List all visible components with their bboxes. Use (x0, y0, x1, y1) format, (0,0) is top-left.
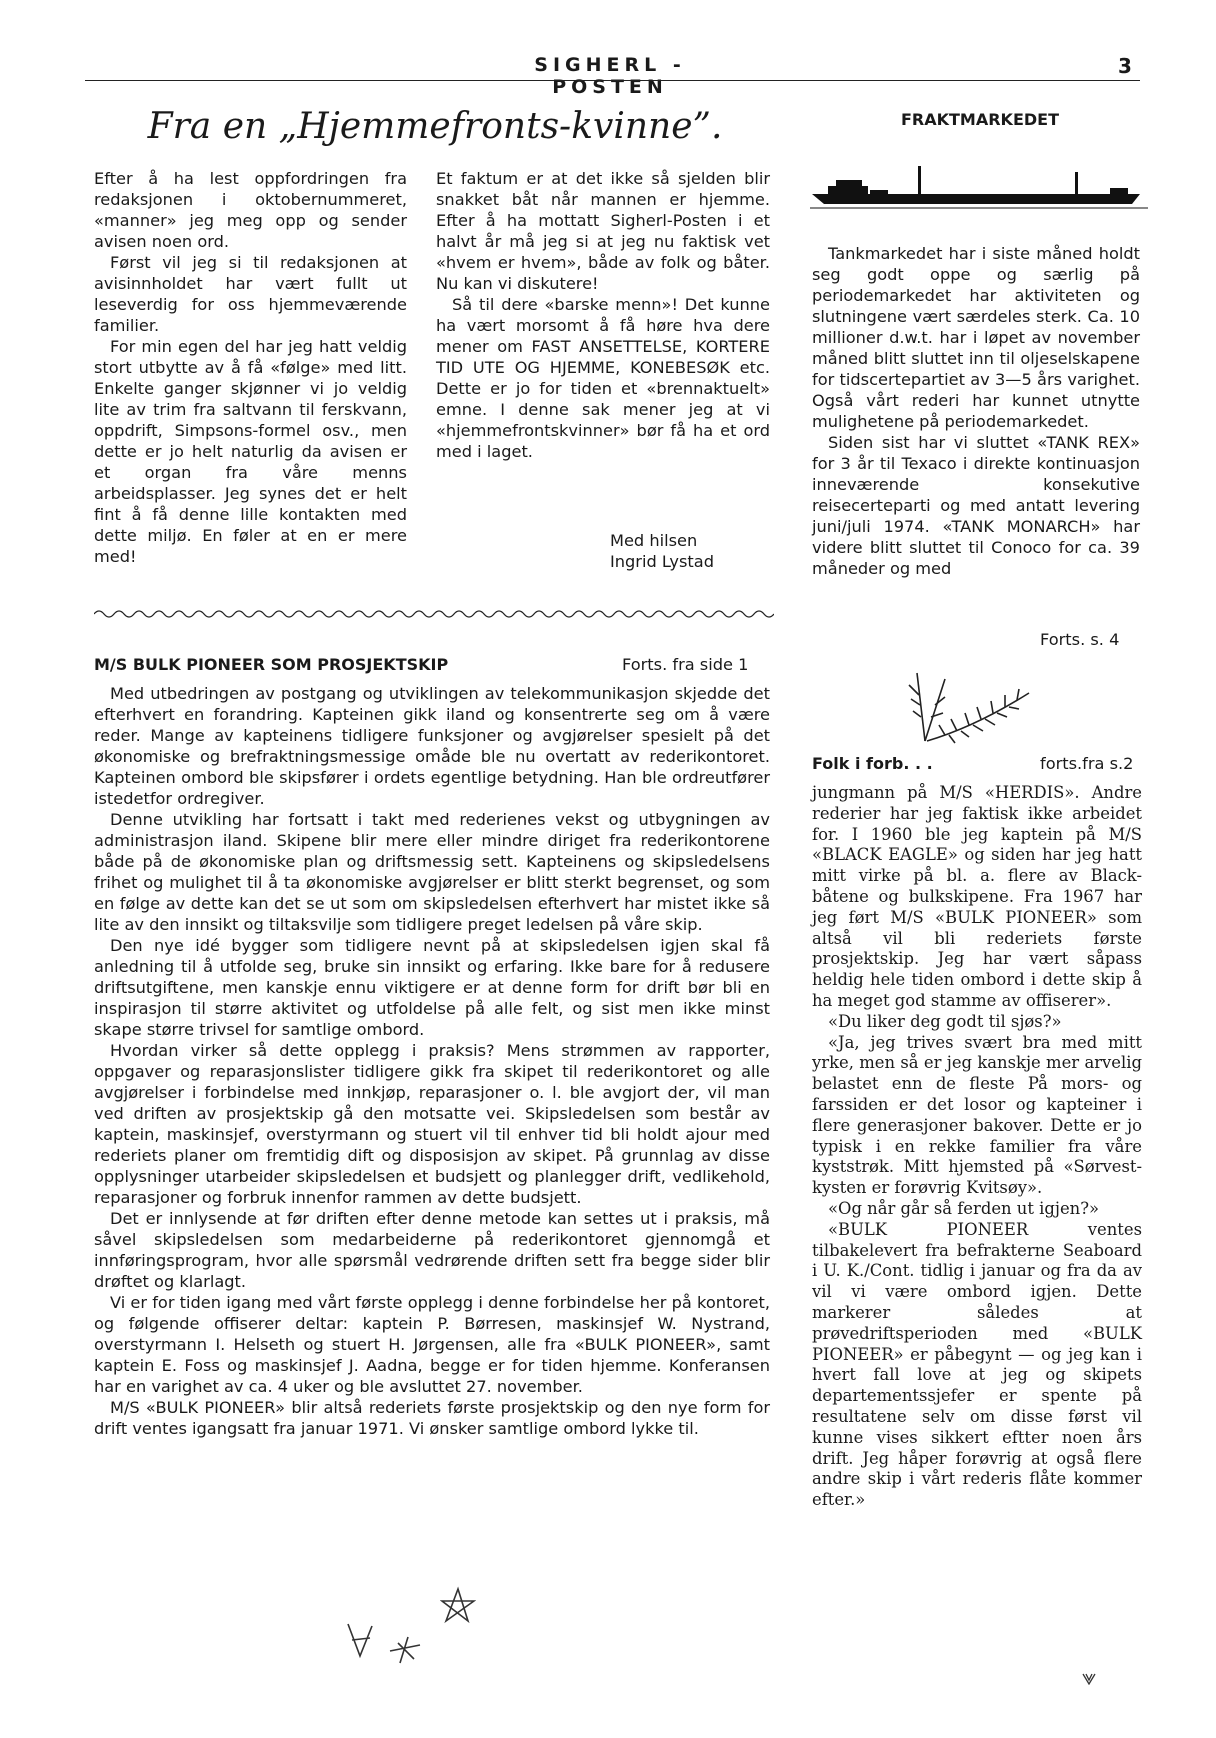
signoff (610, 530, 714, 572)
masthead-title: SIGHERL - POSTEN (534, 54, 686, 98)
paragraph: jungmann på M/S «HERDIS». Andre rederier har jeg faktisk ikke arbeidet for. I 1960 ble jeg kaptein på M/S «BLACK EAGLE» og siden har jeg hatt mitt virke på bl. a. flere av Black-båtene og bulkskipene. Fra 1967 har jeg ført M/S «BULK PIONEER» som altså vil bli rederiets første prosjektskip. Jeg har vært såpass heldig hele tiden ombord i dette skip å ha meget god stamme av offiserer». (812, 783, 1142, 1010)
paragraph: Så til dere «barske menn»! Det kunne ha vært morsomt å få høre hva dere mener om FAST ANSETTELSE, KORTERE TID UTE OG HJEMME, KONEBESØK etc. Dette er jo for tiden et «brennaktuelt» emne. I denne sak mener jeg at vi «hjemmefrontskvinner» bør få ha et ord med i laget. (436, 295, 770, 461)
signoff-author: Ingrid Lystad (610, 552, 714, 571)
article-column-2 (436, 168, 770, 462)
folk-title: Folk i forb. . . (812, 754, 933, 773)
star-doodle-icon (388, 1635, 422, 1665)
paragraph: Den nye idé bygger som tidligere nevnt på at skipsledelsen igjen skal få anledning til å utfolde seg, bruke sin innsikt og erfaring. Ikke bare for å redusere driftsutgiftene, men kanskje ennu viktigere er at denne form for drift bør bli en inspirasjon til større aktivitet og utfoldelse på alle felt, og sist men ikke minst skape større trivsel for samtlige ombord. (94, 936, 770, 1039)
paragraph: For min egen del har jeg hatt veldig stort utbytte av å få «følge» med litt. Enkelte ganger skjønner vi jo veldig lite av trim fra saltvann til ferskvann, oppdrift, Simpsons-formel osv., men dette er jo helt naturlig da avisen er et organ fra våre menns arbeidsplasser. Jeg synes det er helt fint å få denne lille kontakten med dette miljø. En føler at en er mere med! (94, 337, 407, 566)
wave-divider (94, 607, 774, 621)
fir-sprig-icon (905, 665, 1035, 745)
paragraph: Tankmarkedet har i siste måned holdt seg godt oppe og særlig på periodemarkedet har aktiviteten og slutningene vært særdeles sterk. Ca. 10 millioner d.w.t. har i løpet av november måned blitt sluttet inn til oljeselskapene for tidscertepartiet av 3—5 års varighet. Også vårt rederi har kunnet utnytte mulighetene på periodemarkedet. (812, 244, 1140, 431)
end-mark-icon (1082, 1673, 1096, 1685)
ship-illustration (810, 160, 1150, 210)
paragraph: Først vil jeg si til redaksjonen at avisinnholdet har vært fullt ut leseverdig for oss hjemmeværende familier. (94, 253, 407, 335)
paragraph: Siden sist har vi sluttet «TANK REX» for 3 år til Texaco i direkte kontinuasjon inneværende konsekutive reisecerteparti og med antatt levering juni/juli 1974. «TANK MONARCH» har videre blitt sluttet til Conoco for ca. 39 måneder og med (812, 433, 1140, 578)
continued-note: Forts. s. 4 (1040, 630, 1120, 649)
continued-note: Forts. fra side 1 (622, 655, 749, 674)
fraktmarkedet-title: FRAKTMARKEDET (900, 110, 1060, 129)
paragraph: Hvordan virker så dette opplegg i praksis? Mens strømmen av rapporter, oppgaver og reparasjonslister tidligere gikk fra skipet til rederikontoret og alle avgjørelser i forbindelse med innkjøp, reparasjoner o. l. ble avgjort der, vil man ved driften av prosjektskip gå den motsatte vei. Skipsledelsen som består av kaptein, maskinsjef, overstyrmann og stuert vil til enhver tid bli holdt ajour med rederiets planer om fremtidig dift og disposisjon av skipet. På grunnlag av disse opplysninger utarbeider skipsledelsen et budsjett og planlegger drift, vedlikehold, reparasjoner og forbruk innenfor rammen av dette budsjett. (94, 1041, 770, 1207)
continued-note: forts.fra s.2 (1040, 754, 1134, 773)
paragraph: «Og når går så ferden ut igjen?» (828, 1198, 1100, 1218)
article-title: Fra en „Hjemmefronts-kvinne”. (147, 106, 723, 147)
fraktmarkedet-body (812, 243, 1140, 579)
paragraph: «Du liker deg godt til sjøs?» (828, 1011, 1062, 1031)
article-column-1 (94, 168, 407, 567)
header-rule (85, 80, 1140, 81)
page-number: 3 (1118, 54, 1132, 78)
paragraph: «BULK PIONEER ventes tilbakelevert fra befrakterne Seaboard i U. K./Cont. tidlig i januar og fra da av vil vi være ombord igjen. Dette markerer således at prøvedriftsperioden med «BULK PIONEER» er påbegynt — og jeg kan i hvert fall love at jeg og skipets departementssjefer er spente på resultatene selv om disse først vil kunne vises sikkert eftter noen års drift. Jeg håper forøvrig at også flere andre skip i vårt rederis flåte kommer efter.» (812, 1219, 1142, 1510)
paragraph: Et faktum er at det ikke så sjelden blir snakket båt når mannen er hjemme. Efter å ha mottatt Sigherl-Posten i et halvt år må jeg si at jeg nu faktisk vet «hvem er hvem», både av folk og båter. Nu kan vi diskutere! (436, 169, 770, 293)
section-title: M/S BULK PIONEER SOM PROSJEKTSKIP (94, 655, 449, 674)
paragraph: Med utbedringen av postgang og utviklingen av telekommunikasjon skjedde det efterhvert en forandring. Kapteinen gikk iland og konsentrerte seg om å være reder. Mange av kapteinens tidligere funksjoner og avgjørelser spesielt på det økonomiske og brefraktningsmessige omåde ble nu overtatt av rederikontoret. Kapteinen ombord ble skipsfører i ordets egentlige betydning. Han ble ordreutfører istedetfor ordregiver. (94, 684, 770, 808)
star-doodle-icon (344, 1620, 378, 1660)
paragraph: M/S «BULK PIONEER» blir altså rederiets første prosjektskip og den nye form for drift ventes igangsatt fra januar 1971. Vi ønsker samtlige ombord lykke til. (94, 1398, 770, 1438)
paragraph: Efter å ha lest oppfordringen fra redaksjonen i oktobernummeret, «manner» jeg meg opp og sender avisen noen ord. (94, 169, 407, 251)
paragraph: Denne utvikling har fortsatt i takt med rederienes vekst og utbygningen av administrasjon iland. Skipene blir mere eller mindre diriget fra rederikontorene både på de økonomiske plan og driftsmessig sett. Kapteinens og skipsledelsens frihet og mulighet til å ta økonomiske avgjørelser er blitt sterkt begrenset, og som en følge av dette kan det se ut som om skipsledelsen efterhvert har mistet ikke så lite av den innsikt og tiltaksvilje som tidligere preget ledelsen på våre skip. (94, 810, 770, 934)
paragraph: «Ja, jeg trives svært bra med mitt yrke, men så er jeg kanskje mer arvelig belastet enn de fleste På mors- og farssiden er det losor og kapteiner i flere generasjoner bakover. Dette er jo typisk i en rekke familier fra våre kyststrøk. Mitt hjemsted på «Sørvest-kysten er forøvrig Kvitsøy». (812, 1032, 1142, 1198)
paragraph: Det er innlysende at før driften efter denne metode kan settes ut i praksis, må såvel skipsledelsen som medarbeiderne på rederikontoret gjennomgå et innføringsprogram, hvor alle spørsmål vedrørende driften sett fra begge sider blir drøftet og klarlagt. (94, 1209, 770, 1291)
paragraph: Vi er for tiden igang med vårt første opplegg i denne forbindelse her på kontoret, og følgende offiserer deltar: kaptein P. Børresen, maskinsjef W. Nystrand, overstyrmann I. Helseth og stuert H. Jørgensen, alle fra «BULK PIONEER», samt kaptein E. Foss og maskinsjef J. Aadna, begge er for tiden hjemme. Konferansen har en varighet av ca. 4 uker og ble avsluttet 27. november. (94, 1293, 770, 1396)
folk-body (812, 783, 1142, 1511)
signoff-greeting: Med hilsen (610, 531, 698, 550)
star-doodle-icon (440, 1585, 476, 1625)
article-body (94, 683, 770, 1439)
